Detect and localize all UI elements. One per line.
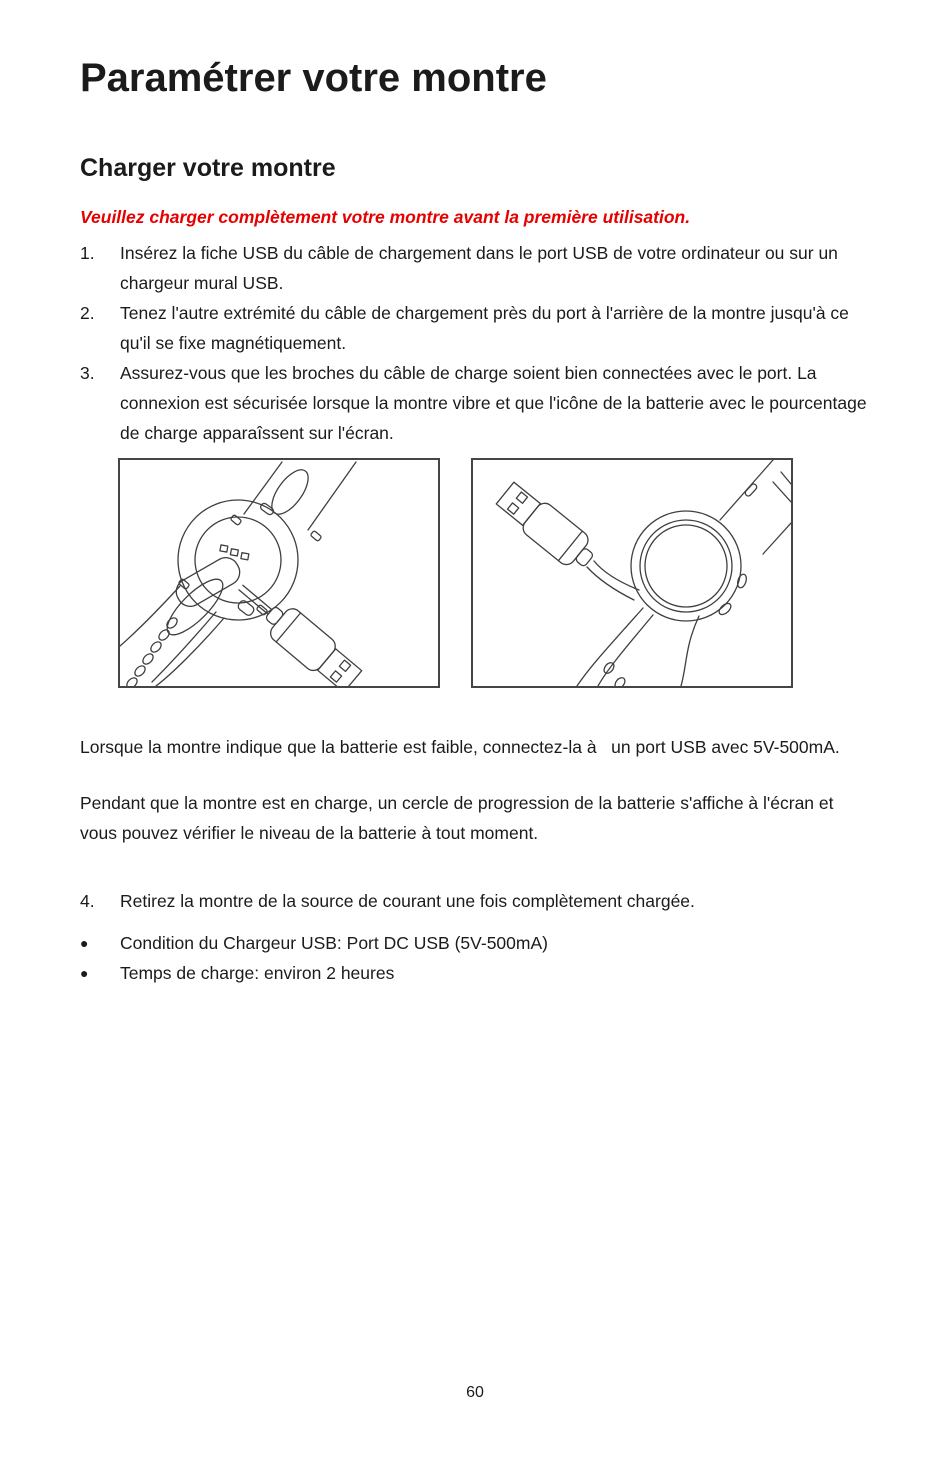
paragraph-charging-progress: Pendant que la montre est en charge, un cercle de progression de la batterie s'affiche à l'écran et vous pouvez vérifier le niveau de la batterie à tout moment. [80,793,839,843]
step-number: 3. [80,363,95,383]
watch-front-with-charger-cable-figure [473,460,791,686]
numbered-steps-list [80,238,870,448]
watch-strap-upper [244,462,356,530]
watch-back-with-magnetic-charger-figure [120,460,438,686]
watch-body-back [178,500,322,620]
usb-cable-and-plug [229,573,365,686]
list-item [80,886,870,916]
list-item [80,928,870,958]
step-number: 2. [80,303,95,323]
watch-crown-button [736,573,748,589]
list-item [80,358,870,448]
manual-page [0,54,950,988]
step-number: 1. [80,243,95,263]
watch-strap-upper [720,460,791,554]
paragraph-low-battery: Lorsque la montre indique que la batterie est faible, connectez-la à un port USB avec 5V-500mA. [80,737,840,757]
step-text: Assurez-vous que les broches du câble de charge soient bien connectées avec le port. La connexion est sécurisée lorsque la montre vibre et que l'icône de la batterie avec le pourcentage de charge apparaîssent sur l'écran. [120,363,867,443]
bullet-icon: ● [80,935,89,951]
watch-strap-lower [120,572,230,686]
step-text: Retirez la montre de la source de courant une fois complètement chargée. [120,891,695,911]
list-item [80,958,870,988]
watch-side-button [717,601,733,616]
step-number: 4. [80,891,95,911]
bullet-text: Temps de charge: environ 2 heures [120,963,395,983]
bullet-list [80,928,870,988]
step-text: Tenez l'autre extrémité du câble de chargement près du port à l'arrière de la montre jusqu'à ce qu'il se fixe magnétiquement. [120,303,849,353]
bullet-text: Condition du Chargeur USB: Port DC USB (5V-500mA) [120,933,548,953]
list-item [80,238,870,298]
watch-strap-lower [577,608,699,686]
page-title: Paramétrer votre montre [80,56,547,100]
figure-watch-back-charging [118,458,440,688]
list-item [80,298,870,358]
figures-row [118,458,870,688]
figure-watch-front-charging [471,458,793,688]
section-heading: Charger votre montre [80,154,336,182]
page-number: 60 [466,1384,484,1401]
warning-text: Veuillez charger complètement votre montre avant la première utilisation. [80,207,691,227]
bullet-icon: ● [80,965,89,981]
step-4 [80,886,870,916]
watch-body-front [631,511,748,621]
usb-cable-and-plug [493,478,639,600]
step-text: Insérez la fiche USB du câble de chargement dans le port USB de votre ordinateur ou sur un chargeur mural USB. [120,243,838,293]
